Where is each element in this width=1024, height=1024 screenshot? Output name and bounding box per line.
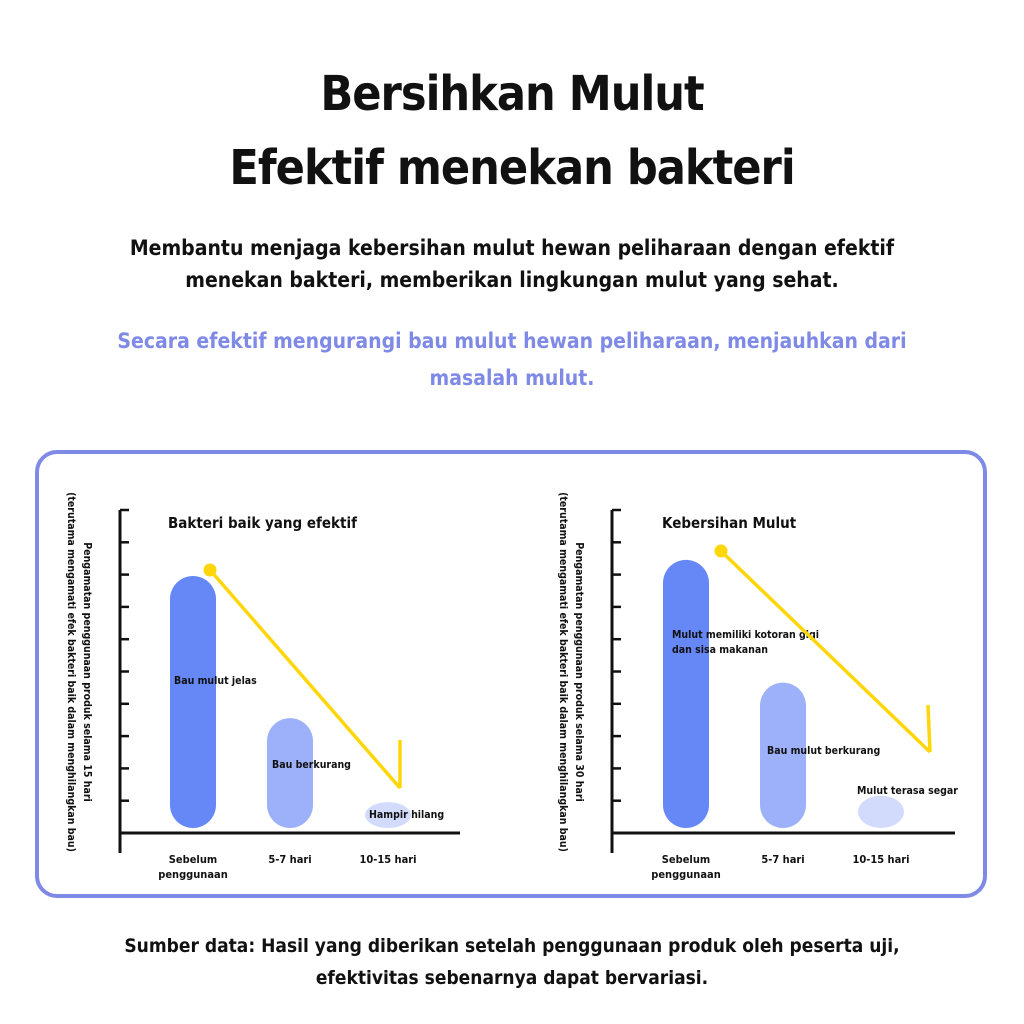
chart1-bar-label-2: Bau berkurang: [272, 759, 351, 771]
chart2-x-tick-label-3: 10-15 hari: [852, 853, 910, 866]
chart1-x-tick-label-2: 5-7 hari: [268, 853, 312, 866]
chart1-bar-2: [267, 718, 313, 828]
chart1-x-tick-label-1-line2: penggunaan: [158, 868, 228, 881]
chart2-ylabel-line1: Pengamatan penggunaan produk selama 30 hari: [573, 542, 585, 802]
description-line2: menekan bakteri, memberikan lingkungan mulut yang sehat.: [185, 268, 839, 292]
page-title: Bersihkan Mulut: [320, 66, 704, 122]
page-title-line2: Efektif menekan bakteri: [229, 140, 795, 196]
chart2-bar-label-3: Mulut terasa segar: [857, 785, 958, 797]
chart1-x-tick-label-1: Sebelum: [168, 853, 218, 866]
source-note-line2: efektivitas sebenarnya dapat bervariasi.: [315, 967, 709, 989]
chart2-trend-arrowhead: [928, 705, 930, 752]
source-note-line1: Sumber data: Hasil yang diberikan setelah penggunaan produk oleh peserta uji,: [124, 935, 900, 957]
chart1-ylabel-line1: Pengamatan penggunaan produk selama 15 hari: [81, 542, 93, 802]
chart2-x-tick-label-1-line2: penggunaan: [651, 868, 721, 881]
chart2-bar-3: [858, 796, 904, 828]
chart2-bar-1: [663, 560, 709, 828]
description-line1: Membantu menjaga kebersihan mulut hewan peliharaan dengan efektif: [129, 236, 895, 260]
chart2-bar-label-1: Mulut memiliki kotoran gigi dan sisa makanan: [672, 629, 820, 656]
chart2-x-tick-label-1: Sebelum: [661, 853, 711, 866]
chart2-x-tick-label-2: 5-7 hari: [761, 853, 805, 866]
highlight-line2: masalah mulut.: [429, 366, 595, 390]
chart2-title: Kebersihan Mulut: [662, 514, 797, 532]
source-note: [0, 930, 1024, 994]
highlight-line1: Secara efektif mengurangi bau mulut hewan peliharaan, menjauhkan dari: [117, 329, 907, 353]
chart1-ylabel-line2: (terutama mengamati efek bakteri baik dalam menghilangkan bau): [65, 492, 77, 852]
chart2-ylabel-line2: (terutama mengamati efek bakteri baik dalam menghilangkan bau): [557, 492, 569, 852]
chart1-bar-label-1: Bau mulut jelas: [174, 675, 257, 687]
chart1-bar-label-3: Hampir hilang: [369, 809, 445, 821]
chart2-bar-label-2: Bau mulut berkurang: [767, 745, 881, 757]
chart1-bar-1: [170, 576, 216, 828]
chart1-x-tick-label-3: 10-15 hari: [359, 853, 417, 866]
chart1-title: Bakteri baik yang efektif: [168, 514, 357, 532]
